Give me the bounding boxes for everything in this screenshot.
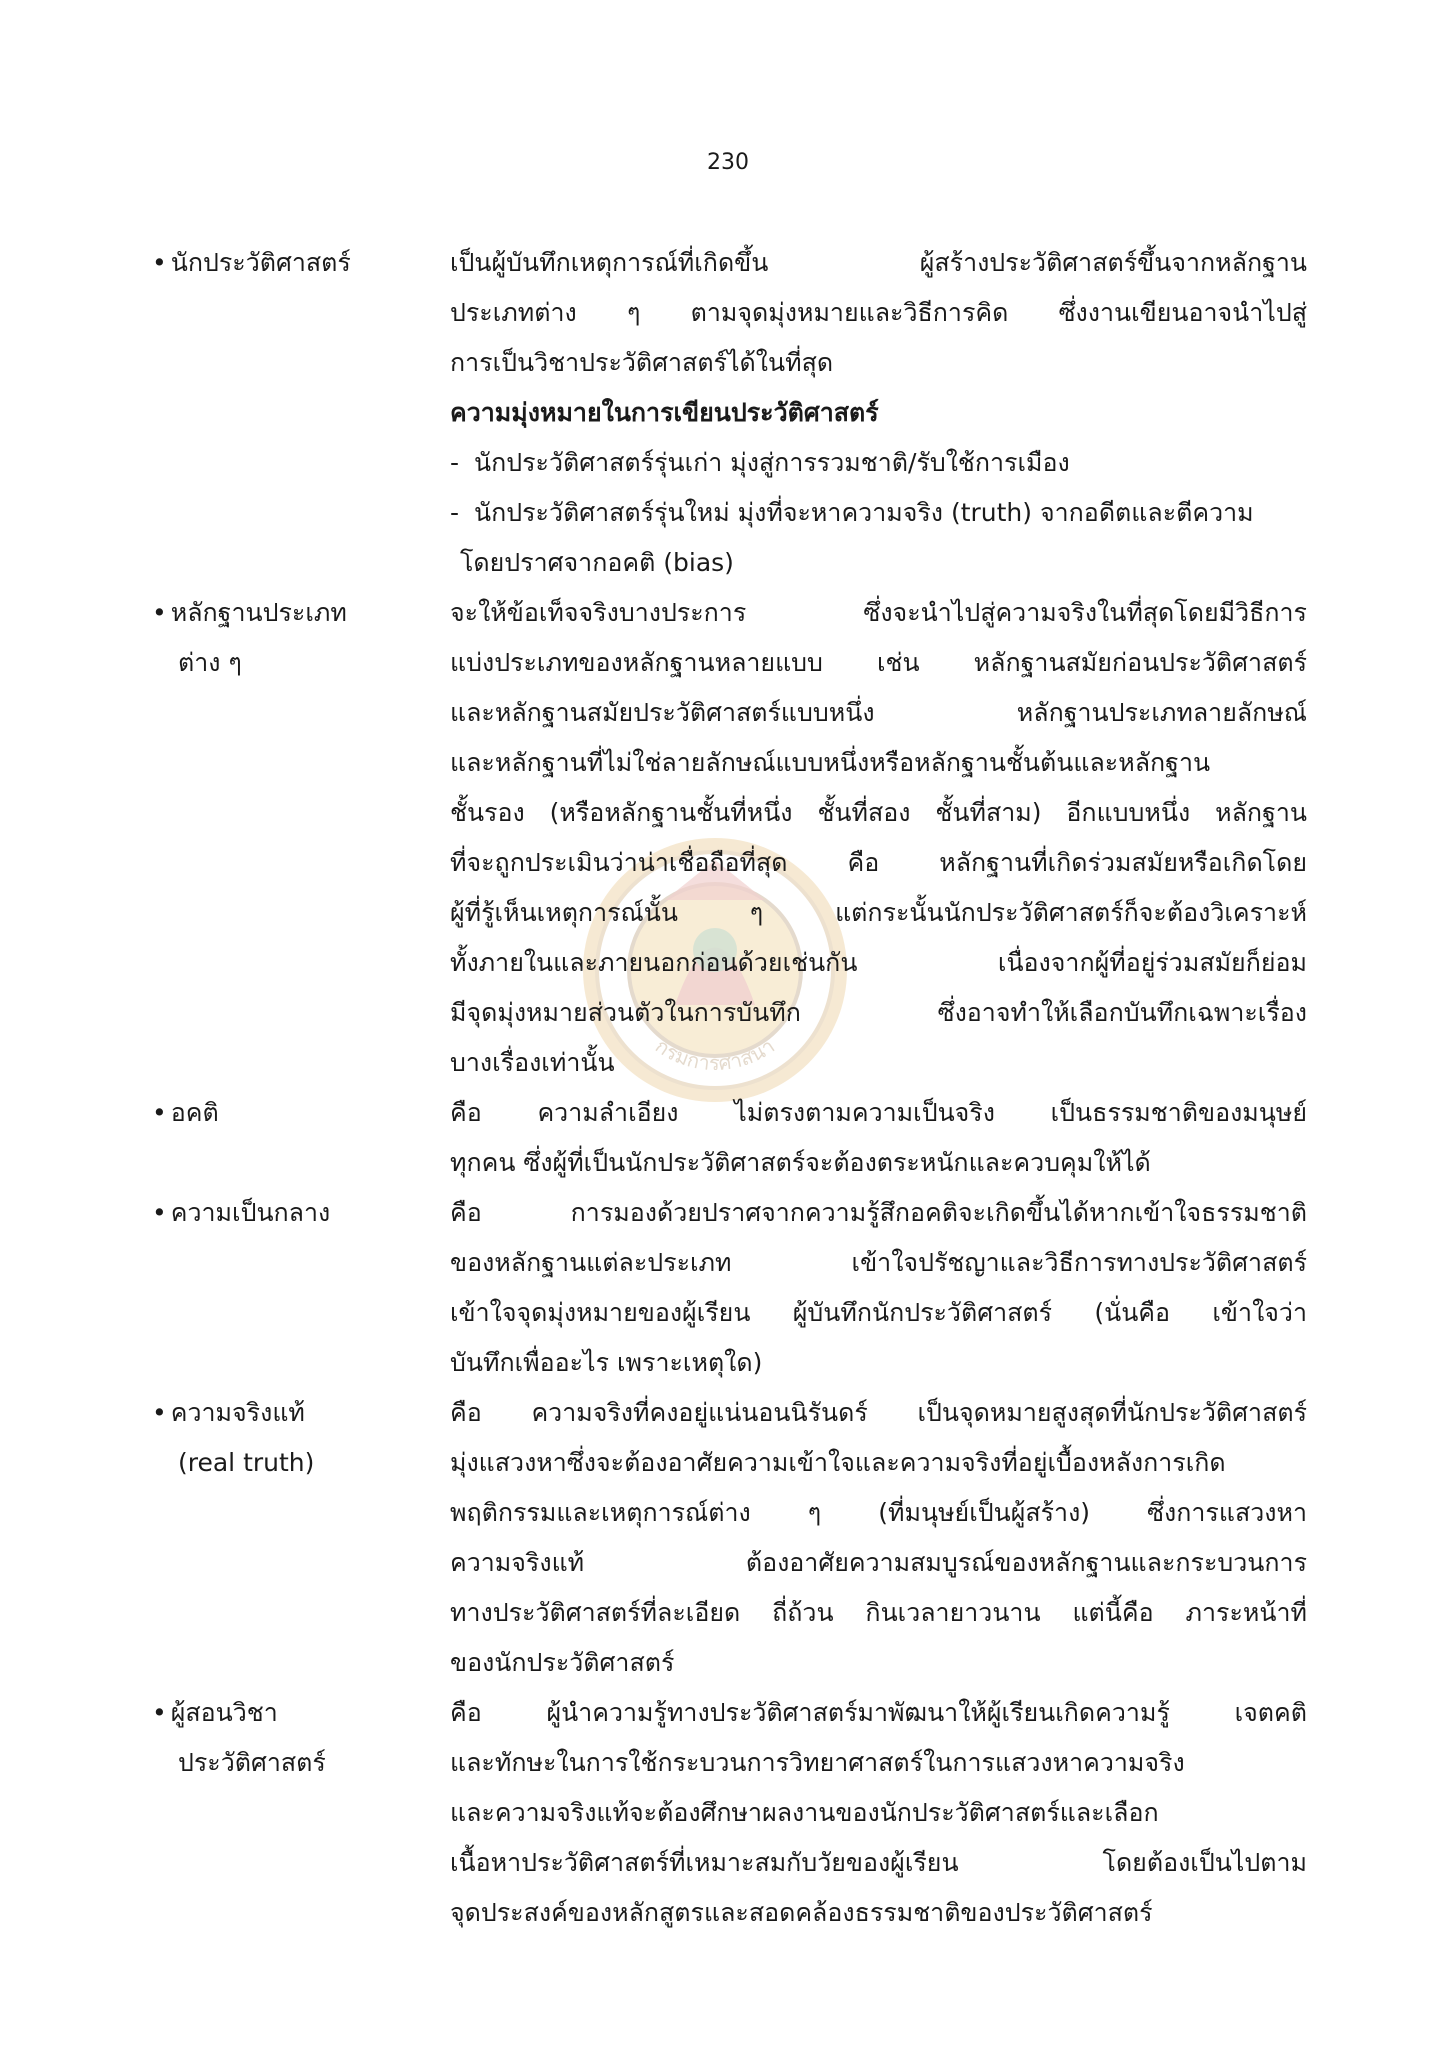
glossary-term: • ความเป็นกลาง bbox=[152, 1188, 450, 1388]
glossary-term: • ความจริงแท้ (real truth) bbox=[152, 1388, 450, 1688]
seal-watermark-text: กรมการศาสนา bbox=[651, 1033, 779, 1076]
glossary-definition: จะให้ข้อเท็จจริงบางประการ ซึ่งจะนำไปสู่ความจริงในที่สุดโดยมีวิธีการ แบ่งประเภทของหลักฐานหลายแบบ เช่น หลักฐานสมัยก่อนประวัติศาสตร์ และหลักฐานสมัยประวัติศาสตร์แบบหนึ่ง หลักฐานประเภทลายลักษณ์ และหลักฐานที่ไม่ใช่ลายลักษณ์แบบหนึ่งหรือหลักฐานชั้นต้นและหลักฐาน ชั้นรอง (หรือหลักฐานชั้นที่หนึ่ง ชั้นที่สอง ชั้นที่สาม) อีกแบบหนึ่ง หลักฐาน ที่จะถูกประเมินว่าน่าเชื่อถือที่สุด คือ หลักฐานที่เกิดร่วมสมัยหรือเกิดโดย ผู้ที่รู้เห็นเหตุการณ์นั้น ๆ แต่กระนั้นนักประวัติศาสตร์ก็จะต้องวิเคราะห์ ทั้งภายในและภายนอกก่อนด้วยเช่นกัน เนื่องจากผู้ที่อยู่ร่วมสมัยก็ย่อม มีจุดมุ่งหมายส่วนตัวในการบันทึก ซึ่งอาจทำให้เลือกบันทึกเฉพาะเรื่อง บางเรื่องเท่านั้น bbox=[450, 598, 1307, 1077]
glossary-definition: คือ ความลำเอียง ไม่ตรงตามความเป็นจริง เป็นธรรมชาติของมนุษย์ ทุกคน ซึ่งผู้ที่เป็นนักประวัติศาสตร์จะต้องตระหนักและควบคุมให้ได้ bbox=[450, 1098, 1307, 1177]
glossary-entry-real-truth bbox=[152, 1388, 1307, 1688]
glossary-entry-historian bbox=[152, 238, 1307, 588]
glossary-term: • หลักฐานประเภท ต่าง ๆ bbox=[152, 588, 450, 1088]
glossary-term: • นักประวัติศาสตร์ bbox=[152, 238, 450, 588]
sub-heading: ความมุ่งหมายในการเขียนประวัติศาสตร์ bbox=[450, 398, 879, 427]
glossary-entry-history-teacher bbox=[152, 1688, 1307, 1938]
dash-list-item: - นักประวัติศาสตร์รุ่นเก่า มุ่งสู่การรวมชาติ/รับใช้การเมือง bbox=[450, 448, 1070, 477]
glossary-entry-bias bbox=[152, 1088, 1307, 1188]
glossary-definition: คือ การมองด้วยปราศจากความรู้สึกอคติจะเกิดขึ้นได้หากเข้าใจธรรมชาติ ของหลักฐานแต่ละประเภท เข้าใจปรัชญาและวิธีการทางประวัติศาสตร์ เข้าใจจุดมุ่งหมายของผู้เรียน ผู้บันทึกนักประวัติศาสตร์ (นั่นคือ เข้าใจว่า บันทึกเพื่ออะไร เพราะเหตุใด) bbox=[450, 1198, 1307, 1377]
glossary-definition: เป็นผู้บันทึกเหตุการณ์ที่เกิดขึ้น ผู้สร้างประวัติศาสตร์ขึ้นจากหลักฐาน ประเภทต่าง ๆ ตามจุดมุ่งหมายและวิธีการคิด ซึ่งงานเขียนอาจนำไปสู่ การเป็นวิชาประวัติศาสตร์ได้ในที่สุด ความมุ่งหมายในการเขียนประวัติศาสตร์ - นักประวัติศาสตร์รุ่นเก่า มุ่งสู่การรวมชาติ/รับใช้การเมือง - นักประวัติศาสตร์รุ่นใหม่ มุ่งที่จะหาความจริง (truth) จากอดีตและตีความ โดยปราศจากอคติ (bias) bbox=[450, 238, 1307, 588]
page-number: 230 bbox=[707, 150, 749, 175]
glossary-term: • ผู้สอนวิชา ประวัติศาสตร์ bbox=[152, 1688, 450, 1938]
glossary-term: • อคติ bbox=[152, 1088, 450, 1188]
glossary-list bbox=[152, 238, 1307, 1938]
glossary-definition: คือ ความจริงที่คงอยู่แน่นอนนิรันดร์ เป็นจุดหมายสูงสุดที่นักประวัติศาสตร์ มุ่งแสวงหาซึ่งจะต้องอาศัยความเข้าใจและความจริงที่อยู่เบื้องหลังการเกิด พฤติกรรมและเหตุการณ์ต่าง ๆ (ที่มนุษย์เป็นผู้สร้าง) ซึ่งการแสวงหา ความจริงแท้ ต้องอาศัยความสมบูรณ์ของหลักฐานและกระบวนการ ทางประวัติศาสตร์ที่ละเอียด ถี่ถ้วน กินเวลายาวนาน แต่นี้คือ ภาระหน้าที่ ของนักประวัติศาสตร์ bbox=[450, 1398, 1307, 1677]
glossary-entry-neutrality bbox=[152, 1188, 1307, 1388]
glossary-definition: คือ ผู้นำความรู้ทางประวัติศาสตร์มาพัฒนาให้ผู้เรียนเกิดความรู้ เจตคติ และทักษะในการใช้กระบวนการวิทยาศาสตร์ในการแสวงหาความจริง และความจริงแท้จะต้องศึกษาผลงานของนักประวัติศาสตร์และเลือก เนื้อหาประวัติศาสตร์ที่เหมาะสมกับวัยของผู้เรียน โดยต้องเป็นไปตาม จุดประสงค์ของหลักสูตรและสอดคล้องธรรมชาติของประวัติศาสตร์ bbox=[450, 1698, 1307, 1927]
glossary-entry-evidence bbox=[152, 588, 1307, 1088]
dash-list-item: - นักประวัติศาสตร์รุ่นใหม่ มุ่งที่จะหาความจริง (truth) จากอดีตและตีความ โดยปราศจากอคติ (bias) bbox=[450, 498, 1254, 577]
